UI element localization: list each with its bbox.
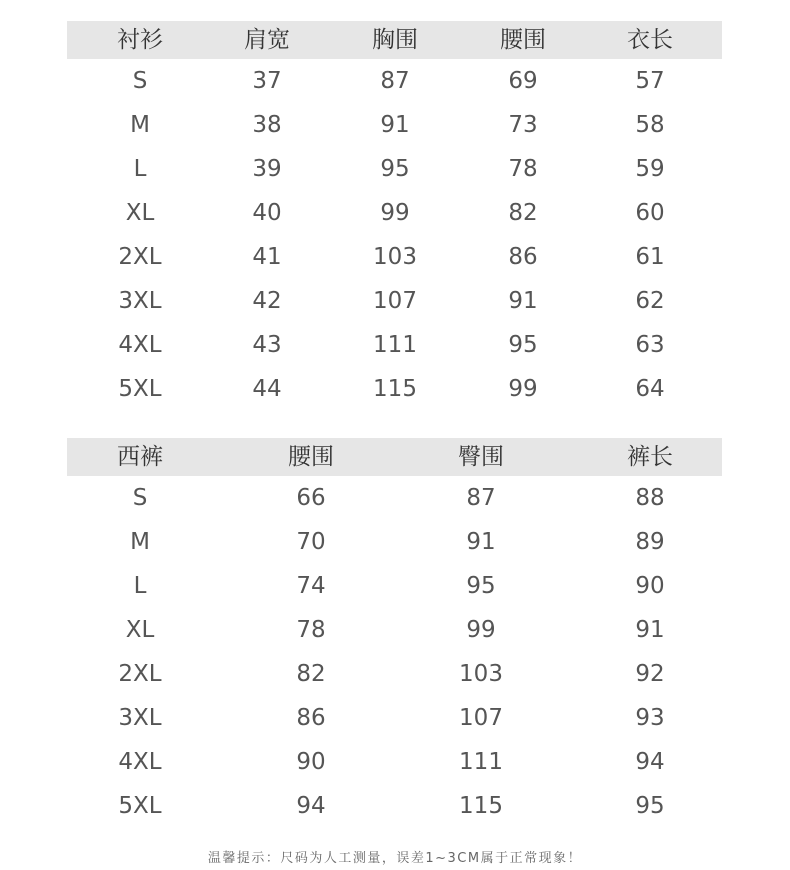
shirt-size-table: [67, 21, 722, 411]
measurement-cell: 57: [635, 68, 665, 94]
measurement-cell: 82: [296, 661, 326, 687]
table-row: [67, 520, 722, 564]
measurement-cell: 111: [373, 332, 417, 358]
column-header: 肩宽: [244, 27, 290, 53]
measurement-cell: 64: [635, 376, 665, 402]
column-header: 衣长: [627, 27, 673, 53]
pants-size-table: [67, 438, 722, 828]
size-label: XL: [125, 200, 155, 226]
measurement-cell: 87: [466, 485, 496, 511]
size-label: L: [133, 156, 147, 182]
column-header: 腰围: [500, 27, 546, 53]
pants-table-header: [67, 438, 722, 476]
column-header: 胸围: [372, 27, 418, 53]
size-label: 3XL: [118, 705, 162, 731]
size-label: 2XL: [118, 661, 162, 687]
measurement-cell: 115: [373, 376, 417, 402]
shirt-table-header: [67, 21, 722, 59]
measurement-cell: 99: [508, 376, 538, 402]
column-header: 裤长: [627, 444, 673, 470]
measurement-cell: 66: [296, 485, 326, 511]
size-label: 5XL: [118, 793, 162, 819]
size-label: XL: [125, 617, 155, 643]
measurement-cell: 43: [252, 332, 282, 358]
measurement-cell: 95: [466, 573, 496, 599]
shirt-table-body: [67, 59, 722, 411]
measurement-cell: 95: [508, 332, 538, 358]
table-row: [67, 235, 722, 279]
measurement-cell: 63: [635, 332, 665, 358]
measurement-cell: 44: [252, 376, 282, 402]
table-row: [67, 367, 722, 411]
table-row: [67, 564, 722, 608]
size-label: M: [130, 529, 150, 555]
measurement-cell: 74: [296, 573, 326, 599]
measurement-cell: 78: [296, 617, 326, 643]
table-row: [67, 476, 722, 520]
measurement-cell: 103: [373, 244, 417, 270]
table-row: [67, 608, 722, 652]
measurement-cell: 88: [635, 485, 665, 511]
table-row: [67, 279, 722, 323]
measurement-cell: 90: [635, 573, 665, 599]
size-label: 5XL: [118, 376, 162, 402]
measurement-cell: 62: [635, 288, 665, 314]
measurement-cell: 92: [635, 661, 665, 687]
measurement-cell: 86: [296, 705, 326, 731]
table-row: [67, 323, 722, 367]
measurement-cell: 38: [252, 112, 282, 138]
measurement-cell: 73: [508, 112, 538, 138]
measurement-cell: 103: [459, 661, 503, 687]
pants-table-body: [67, 476, 722, 828]
measurement-cell: 94: [296, 793, 326, 819]
measurement-cell: 41: [252, 244, 282, 270]
measurement-cell: 40: [252, 200, 282, 226]
measurement-cell: 59: [635, 156, 665, 182]
column-header: 腰围: [288, 444, 334, 470]
measurement-cell: 94: [635, 749, 665, 775]
measurement-cell: 111: [459, 749, 503, 775]
measurement-cell: 95: [635, 793, 665, 819]
size-label: S: [132, 68, 148, 94]
measurement-cell: 87: [380, 68, 410, 94]
measurement-cell: 95: [380, 156, 410, 182]
measurement-cell: 82: [508, 200, 538, 226]
measurement-cell: 115: [459, 793, 503, 819]
table-row: [67, 103, 722, 147]
size-label: M: [130, 112, 150, 138]
measurement-cell: 91: [508, 288, 538, 314]
size-label: 2XL: [118, 244, 162, 270]
measurement-cell: 93: [635, 705, 665, 731]
measurement-cell: 86: [508, 244, 538, 270]
measurement-cell: 90: [296, 749, 326, 775]
measurement-cell: 70: [296, 529, 326, 555]
measurement-cell: 107: [459, 705, 503, 731]
measurement-cell: 58: [635, 112, 665, 138]
measurement-cell: 107: [373, 288, 417, 314]
measurement-cell: 37: [252, 68, 282, 94]
measurement-cell: 42: [252, 288, 282, 314]
table-row: [67, 696, 722, 740]
measurement-cell: 69: [508, 68, 538, 94]
measurement-cell: 78: [508, 156, 538, 182]
measurement-cell: 89: [635, 529, 665, 555]
column-header: 西裤: [117, 444, 163, 470]
table-row: [67, 191, 722, 235]
measurement-cell: 91: [466, 529, 496, 555]
measurement-cell: 91: [635, 617, 665, 643]
measurement-cell: 61: [635, 244, 665, 270]
measurement-cell: 60: [635, 200, 665, 226]
size-label: S: [132, 485, 148, 511]
size-label: 3XL: [118, 288, 162, 314]
column-header: 臀围: [458, 444, 504, 470]
size-label: L: [133, 573, 147, 599]
measurement-cell: 91: [380, 112, 410, 138]
measurement-cell: 39: [252, 156, 282, 182]
measurement-cell: 99: [466, 617, 496, 643]
table-row: [67, 147, 722, 191]
table-row: [67, 59, 722, 103]
size-label: 4XL: [118, 749, 162, 775]
column-header: 衬衫: [117, 27, 163, 53]
table-row: [67, 740, 722, 784]
measurement-tip: 温馨提示：尺码为人工测量，误差1~3CM属于正常现象！: [207, 851, 583, 866]
table-row: [67, 784, 722, 828]
measurement-cell: 99: [380, 200, 410, 226]
table-row: [67, 652, 722, 696]
size-label: 4XL: [118, 332, 162, 358]
